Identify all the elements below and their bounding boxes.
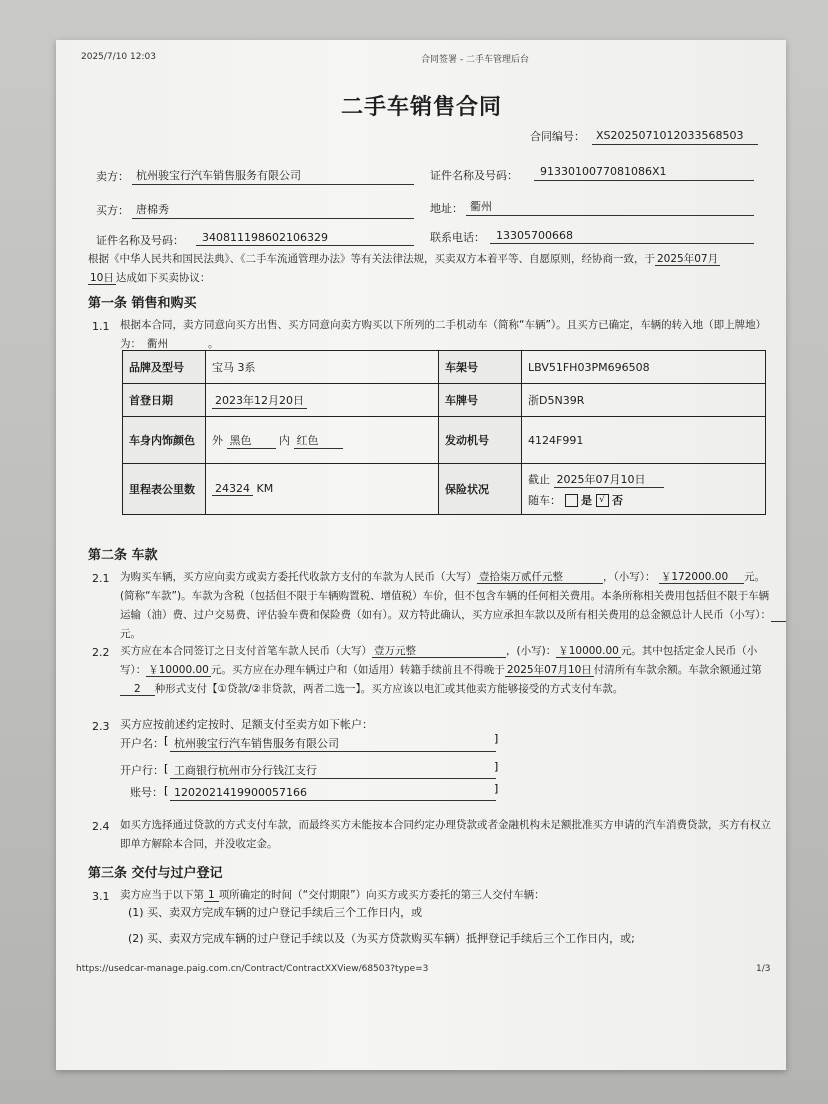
account-name: 杭州骏宝行汽车销售服务有限公司 xyxy=(174,737,339,750)
vehicle-table xyxy=(122,350,766,515)
account-bank: 工商银行杭州市分行钱江支行 xyxy=(174,764,317,777)
clause-2-4: 如买方选择通过贷款的方式支付车款，而最终买方未能按本合同约定办理贷款或者金融机构未足额批准买方申请的汽车消费贷款，买方有权立即单方解除本合同，并没收定金。 xyxy=(120,819,771,850)
seller-name: 杭州骏宝行汽车销售服务有限公司 xyxy=(136,169,301,182)
clause-3-1-item-2: (2) 买、卖双方完成车辆的过户登记手续以及（为买方贷款购买车辆）抵押登记手续后三个工作日内，或; xyxy=(128,932,635,945)
bracket-left: [ xyxy=(164,734,169,747)
seller-id: 9133010077081086X1 xyxy=(540,165,667,178)
seller-underline xyxy=(132,184,414,185)
buyer-id: 340811198602106329 xyxy=(202,231,328,244)
contract-page xyxy=(56,40,786,1070)
buyer-name: 唐棉秀 xyxy=(136,203,169,216)
buyer-id-underline xyxy=(196,245,414,246)
section-3-title: 第三条 交付与过户登记 xyxy=(88,866,223,881)
color-label: 车身内饰颜色 xyxy=(123,417,206,464)
table-row xyxy=(123,417,766,464)
contract-no-underline xyxy=(592,144,758,145)
clause-2-2-num: 2.2 xyxy=(92,646,110,659)
engine-cell: 4124F991 xyxy=(522,417,766,464)
insurance-label: 保险状况 xyxy=(439,464,522,515)
account-no-label: 账号： xyxy=(130,786,163,799)
clause-3-1-num: 3.1 xyxy=(92,890,110,903)
clause-3-1: 卖方应当于以下第 1 项所确定的时间（“交付期限”）向买方或买方委托的第三人交付车辆： xyxy=(120,889,545,901)
plate-cell: 浙D5N39R xyxy=(522,384,766,417)
plate-label: 车牌号 xyxy=(439,384,522,417)
buyer-id-label: 证件名称及号码： xyxy=(96,234,184,247)
footer-url: https://usedcar-manage.paig.com.cn/Contract/ContractXXView/68503?type=3 xyxy=(76,964,429,974)
clause-2-1-num: 2.1 xyxy=(92,572,110,585)
buyer-underline xyxy=(132,218,414,219)
account-name-label: 开户名： xyxy=(120,737,164,750)
color-cell: 外 黑色 内 红色 xyxy=(206,417,439,464)
brand-cell: 宝马 3系 xyxy=(206,351,439,384)
print-datetime: 2025/7/10 12:03 xyxy=(81,52,156,62)
print-app-title: 合同签署 - 二手车管理后台 xyxy=(421,55,529,65)
phone-label: 联系电话： xyxy=(430,231,485,244)
reg-cell: 2023年12月20日 xyxy=(206,384,439,417)
clause-2-2: 买方应在本合同签订之日支付首笔车款人民币（大写） 壹万元整 ，(小写)： ￥10000.00 元。其中包括定金人民币（小写）： ￥10000.00 元。买方应在办理车辆过户和（如适用）转籍手续前且不得晚于 2025年07月10日 付清所有车款余额。车款余额通过第2 种形式支付【①贷款/②非贷款，两者二选一】。买方应该以电汇或其他卖方能够接受的方式支付车款。 xyxy=(120,645,762,695)
bracket-left: [ xyxy=(164,784,169,797)
bracket-right: ] xyxy=(494,760,499,773)
seller-id-underline xyxy=(534,180,754,181)
account-name-underline xyxy=(170,751,496,752)
brand-label: 品牌及型号 xyxy=(123,351,206,384)
section-1-title: 第一条 销售和购买 xyxy=(88,296,197,311)
account-bank-underline xyxy=(170,778,496,779)
insurance-cell: 截止 2025年07月10日 随车： 是 √ 否 xyxy=(522,464,766,515)
engine-label: 发动机号 xyxy=(439,417,522,464)
table-row xyxy=(123,464,766,515)
clause-1-1: 根据本合同，卖方同意向买方出售、买方同意向卖方购买以下所列的二手机动车（简称“车辆”）。且买方已确定，车辆的转入地（即上牌地）为： 衢州 。 xyxy=(120,319,767,350)
clause-2-3-num: 2.3 xyxy=(92,720,110,733)
phone-underline xyxy=(490,243,754,244)
clause-2-3: 买方应按前述约定按时、足额支付至卖方如下帐户： xyxy=(120,718,373,731)
yes-checkbox xyxy=(565,494,578,507)
seller-label: 卖方： xyxy=(96,170,129,183)
address-underline xyxy=(466,215,754,216)
no-checkbox: √ xyxy=(596,494,609,507)
clause-3-1-item-1: (1) 买、卖双方完成车辆的过户登记手续后三个工作日内，或 xyxy=(128,906,423,919)
seller-id-label: 证件名称及号码： xyxy=(430,169,518,182)
mileage-cell: 24324 KM xyxy=(206,464,439,515)
account-no-underline xyxy=(170,800,496,801)
page-title: 二手车销售合同 xyxy=(341,95,503,120)
table-row xyxy=(123,351,766,384)
clause-1-1-num: 1.1 xyxy=(92,320,110,333)
clause-2-1: 为购买车辆，买方应向卖方或卖方委托代收款方支付的车款为人民币（大写） 壹拾柒万贰仟元整 ，（小写）： ￥172000.00 元。(简称“车款”)。车款为含税（包括但不限于车辆购置税、增值税）车价，但不包含车辆的任何相关费用。本条所称相关费用包括但不限于车辆运输（油）费、过户交易费、评估验车费和保险费（如有）。双方特此确认，买方应承担车款以及所有相关费用的总金额总计人民币（小写）：元。 xyxy=(120,568,774,644)
account-bank-label: 开户行： xyxy=(120,764,164,777)
table-row xyxy=(123,384,766,417)
address: 衢州 xyxy=(470,200,492,213)
preamble: 根据《中华人民共和国民法典》、《二手车流通管理办法》等有关法律法规，买卖双方本着平等、自愿原则，经协商一致，于 2025年07月 10日 达成如下买卖协议： xyxy=(88,253,719,284)
bracket-left: [ xyxy=(164,762,169,775)
bracket-right: ] xyxy=(494,782,499,795)
section-2-title: 第二条 车款 xyxy=(88,548,158,563)
vin-label: 车架号 xyxy=(439,351,522,384)
bracket-right: ] xyxy=(494,732,499,745)
mileage-label: 里程表公里数 xyxy=(123,464,206,515)
account-no: 1202021419900057166 xyxy=(174,786,307,799)
phone: 13305700668 xyxy=(496,229,573,242)
contract-no-label: 合同编号： xyxy=(530,130,585,143)
contract-no: XS2025071012033568503 xyxy=(596,129,744,142)
buyer-label: 买方： xyxy=(96,204,129,217)
clause-2-4-num: 2.4 xyxy=(92,820,110,833)
reg-label: 首登日期 xyxy=(123,384,206,417)
address-label: 地址： xyxy=(430,202,463,215)
vin-cell: LBV51FH03PM696508 xyxy=(522,351,766,384)
page-number: 1/3 xyxy=(756,964,771,974)
